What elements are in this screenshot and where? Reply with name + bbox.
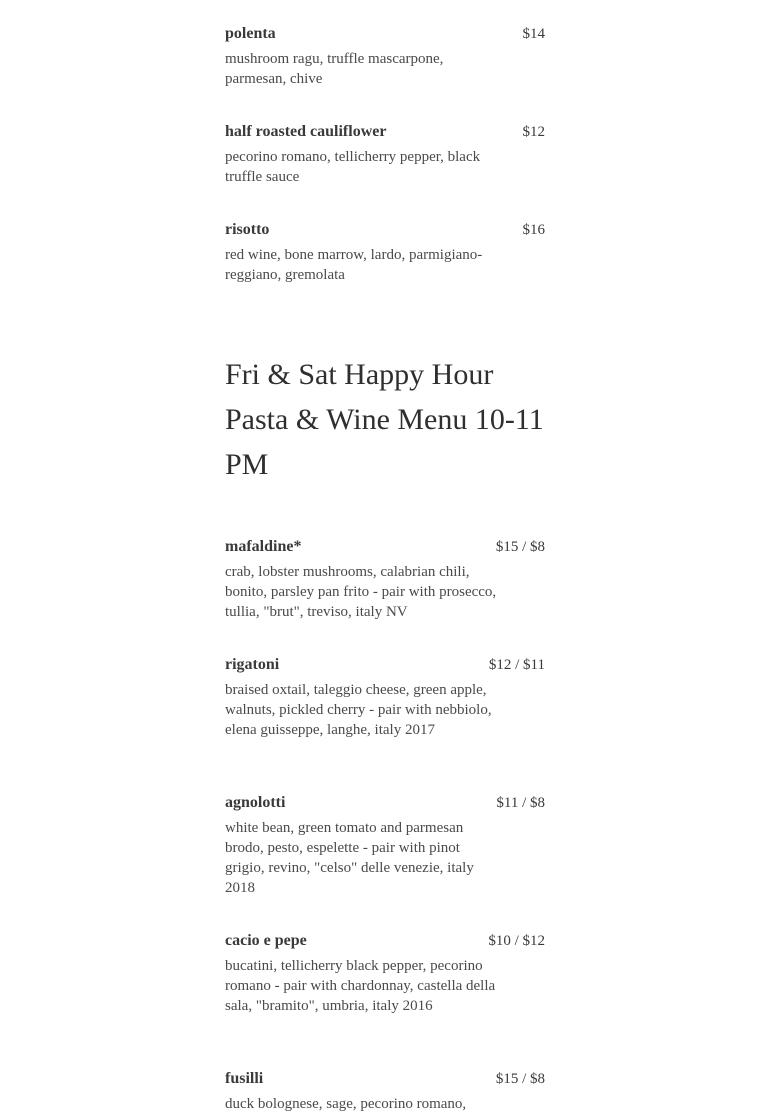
item-description: duck bolognese, sage, pecorino romano, — [225, 1096, 467, 1112]
item-description: red wine, bone marrow, lardo, parmigiano-reggiano, gremolata — [225, 247, 483, 283]
item-price: $12 / $11 — [488, 657, 545, 673]
item-description: braised oxtail, taleggio cheese, green apple, walnuts, pickled cherry - pair with nebbiolo, elena guisseppe, langhe, italy 2017 — [225, 682, 492, 738]
item-price: $15 / $8 — [495, 539, 545, 555]
menu-item-fusilli — [225, 1069, 545, 1114]
menu-item-agnolotti — [225, 793, 545, 898]
item-price: $14 — [522, 26, 545, 42]
item-description: white bean, green tomato and parmesan brodo, pesto, espelette - pair with pinot grigio, revino, "celso" delle venezie, italy 2018 — [225, 820, 474, 896]
item-price: $16 — [522, 222, 545, 238]
item-price: $12 — [522, 124, 545, 140]
item-description: pecorino romano, tellicherry pepper, black truffle sauce — [225, 149, 481, 185]
menu-item-cacio-e-pepe — [225, 931, 545, 1016]
item-price: $11 / $8 — [496, 795, 545, 811]
menu-item-risotto — [225, 220, 545, 285]
item-name: rigatoni — [225, 656, 280, 673]
item-name: fusilli — [225, 1070, 264, 1087]
item-name: mafaldine* — [225, 538, 302, 555]
item-description: mushroom ragu, truffle mascarpone, parmesan, chive — [225, 51, 444, 87]
section-heading-happy-hour: Fri & Sat Happy Hour Pasta & Wine Menu 10-11 PM — [225, 358, 544, 481]
item-name: risotto — [225, 221, 270, 238]
menu-item-mafaldine — [225, 537, 545, 622]
item-name: agnolotti — [225, 794, 286, 811]
menu-item-polenta — [225, 24, 545, 89]
item-price: $15 / $8 — [495, 1071, 545, 1087]
item-description: bucatini, tellicherry black pepper, pecorino romano - pair with chardonnay, castella della sala, "bramito", umbria, italy 2016 — [225, 958, 496, 1014]
item-name: half roasted cauliflower — [225, 123, 387, 140]
item-name: cacio e pepe — [225, 932, 307, 949]
item-description: crab, lobster mushrooms, calabrian chili, bonito, parsley pan frito - pair with prosecco, tullia, "brut", treviso, italy NV — [225, 564, 497, 620]
item-name: polenta — [225, 25, 276, 42]
item-price: $10 / $12 — [488, 933, 545, 949]
menu-item-half-roasted-cauliflower — [225, 122, 545, 187]
menu-item-rigatoni — [225, 655, 545, 740]
